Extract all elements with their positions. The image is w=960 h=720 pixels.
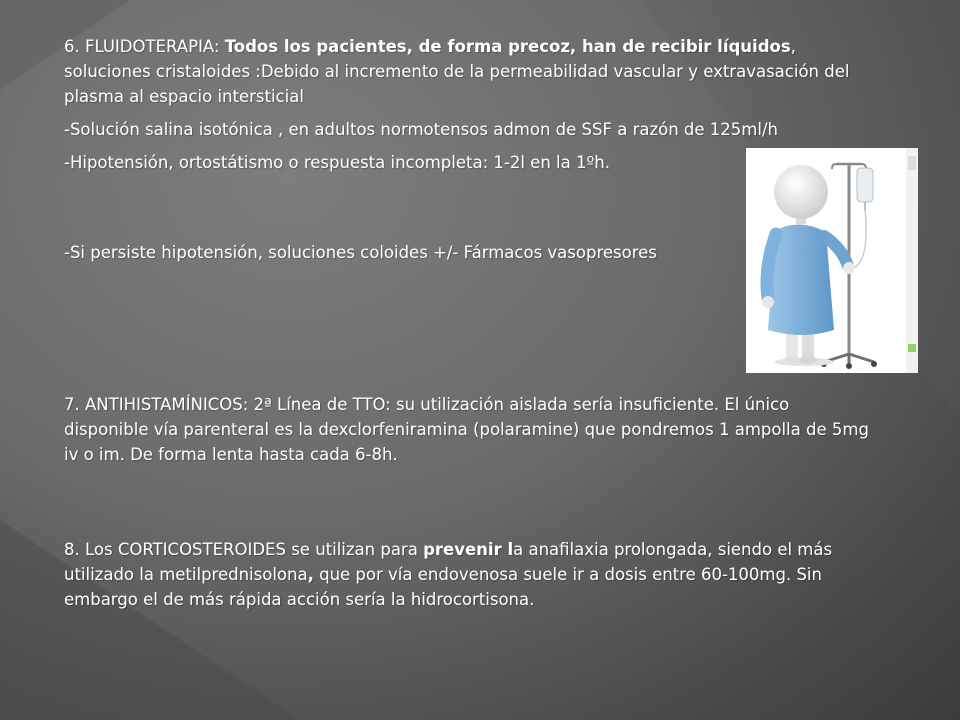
corticosteroids-comma: ,	[307, 565, 314, 584]
corticosteroids-heading: 8. Los CORTICOSTEROIDES se utilizan para	[64, 540, 424, 559]
fluid-therapy-paragraph	[64, 34, 874, 109]
fluid-therapy-heading: 6. FLUIDOTERAPIA:	[64, 37, 225, 56]
corticosteroids-tail: que por vía endovenosa suele ir a dosis entre 60-100mg. Sin embargo el de más rápida acción sería la hidrocortisona.	[64, 565, 822, 609]
persistent-hypotension-line: -Si persiste hipotensión, soluciones coloides +/- Fármacos vasopresores	[64, 243, 657, 262]
fluid-therapy-emphasis: Todos los pacientes, de forma precoz, han de recibir líquidos	[224, 37, 791, 56]
patient-iv-illustration	[746, 148, 918, 373]
corticosteroids-paragraph	[64, 537, 874, 612]
antihistamines-paragraph: 7. ANTIHISTAMÍNICOS: 2ª Línea de TTO: su utilización aislada sería insuficiente. El único disponible vía parenteral es la dexclorfeniramina (polaramine) que pondremos 1 ampolla de 5mg iv o im. De forma lenta hasta cada 6-8h.	[64, 395, 869, 464]
hypotension-line: -Hipotensión, ortostátismo o respuesta incompleta: 1-2l en la 1ºh.	[64, 153, 610, 172]
fluid-therapy-body: , soluciones cristaloides :Debido al incremento de la permeabilidad vascular y extravasación del plasma al espacio intersticial	[64, 37, 850, 106]
saline-line: -Solución salina isotónica , en adultos normotensos admon de SSF a razón de 125ml/h	[64, 120, 778, 139]
corticosteroids-body: a anafilaxia prolongada, siendo el más utilizado la metilprednisolona	[64, 540, 833, 584]
corticosteroids-emphasis: prevenir l	[423, 540, 514, 559]
